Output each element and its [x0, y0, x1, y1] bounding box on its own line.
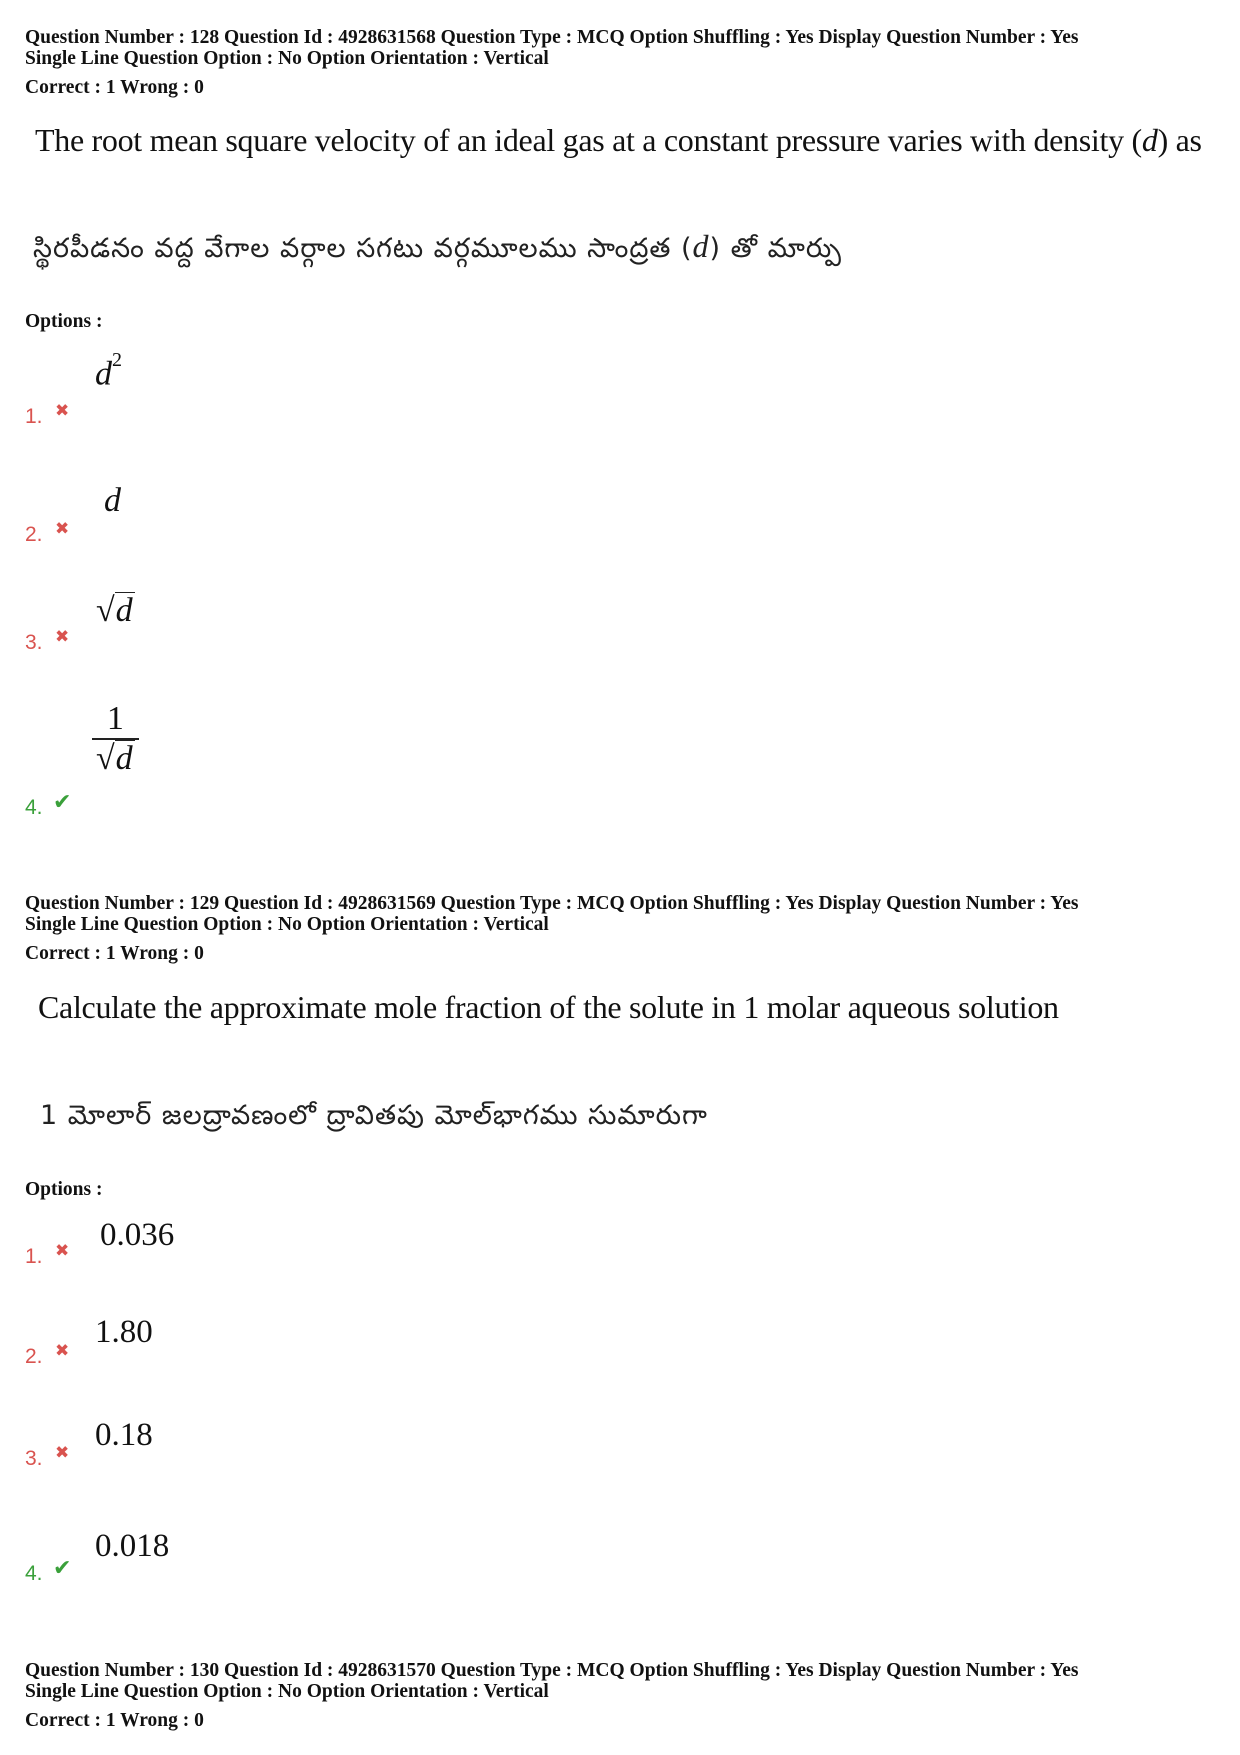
- q128-option-2-value: d: [104, 482, 121, 519]
- q129-option-2-wrong-icon: ✖: [55, 1341, 70, 1361]
- question-128-meta-line1: Question Number : 128 Question Id : 4928631568 Question Type : MCQ Option Shuffling : Yes Display Question Number : Yes: [25, 27, 1079, 48]
- q128-te-part-a: స్థిరపీడనం వద్ద వేగాల వర్గాల సగటు వర్గమూలము సాంద్రత (: [33, 233, 693, 264]
- question-128-meta-line2: Single Line Question Option : No Option Orientation : Vertical: [25, 48, 549, 69]
- q129-option-4-number: 4.: [25, 1562, 43, 1585]
- question-128-options-label: Options :: [25, 311, 103, 332]
- q128-option-2-wrong-icon: ✖: [55, 519, 70, 539]
- q128-option-1-wrong-icon: ✖: [55, 401, 70, 421]
- q129-option-2-number: 2.: [25, 1345, 43, 1368]
- q128-opt1-exponent: 2: [112, 349, 122, 371]
- q128-opt4-numerator: 1: [92, 700, 139, 740]
- question-130-meta-line2: Single Line Question Option : No Option Orientation : Vertical: [25, 1681, 549, 1702]
- q128-option-2-number: 2.: [25, 523, 43, 546]
- q128-option-4-number: 4.: [25, 796, 43, 819]
- q128-option-1-value: [95, 349, 122, 393]
- question-129-meta-line1: Question Number : 129 Question Id : 4928631569 Question Type : MCQ Option Shuffling : Yes Display Question Number : Yes: [25, 893, 1079, 914]
- question-129-text-english: Calculate the approximate mole fraction of the solute in 1 molar aqueous solution: [38, 989, 1059, 1025]
- q128-opt3-radicand: d: [115, 592, 133, 629]
- q128-text-part-a: The root mean square velocity of an ideal gas at a constant pressure varies with density (: [35, 122, 1142, 158]
- question-130-meta-line1: Question Number : 130 Question Id : 4928631570 Question Type : MCQ Option Shuffling : Yes Display Question Number : Yes: [25, 1660, 1079, 1681]
- question-129-meta-line2: Single Line Question Option : No Option Orientation : Vertical: [25, 914, 549, 935]
- q128-option-1-number: 1.: [25, 405, 43, 428]
- q129-option-3-value: 0.18: [95, 1417, 153, 1453]
- q129-option-4-correct-icon: ✔: [53, 1556, 72, 1581]
- q128-opt3-radical-sign: √: [96, 592, 115, 629]
- q129-option-1-number: 1.: [25, 1245, 43, 1268]
- q129-option-1-value: 0.036: [100, 1217, 175, 1253]
- q128-opt4-radicand: d: [115, 740, 133, 777]
- q128-opt1-base: d: [95, 355, 112, 393]
- question-128-text-english: [35, 122, 1202, 159]
- q129-option-1-wrong-icon: ✖: [55, 1241, 70, 1261]
- q128-opt4-radical-sign: √: [96, 740, 115, 777]
- q128-te-part-b: ) తో మార్పు: [709, 233, 842, 264]
- q129-option-3-wrong-icon: ✖: [55, 1443, 70, 1463]
- q128-text-part-b: ) as: [1157, 122, 1202, 158]
- q128-option-4-correct-icon: ✔: [53, 790, 72, 815]
- q128-te-var-d: d: [692, 228, 710, 264]
- question-128-text-telugu: [33, 228, 842, 271]
- q128-option-4-value: [96, 700, 135, 778]
- q128-option-3-value: [96, 592, 135, 630]
- question-128-score: Correct : 1 Wrong : 0: [25, 77, 204, 98]
- question-130-score: Correct : 1 Wrong : 0: [25, 1710, 204, 1731]
- question-129-options-label: Options :: [25, 1179, 103, 1200]
- q128-option-3-number: 3.: [25, 631, 43, 654]
- question-129-text-telugu: 1 మోలార్ జలద్రావణంలో ద్రావితపు మోల్‌భాగము సుమారుగా: [40, 1100, 708, 1131]
- question-129-score: Correct : 1 Wrong : 0: [25, 943, 204, 964]
- q129-option-2-value: 1.80: [95, 1314, 153, 1350]
- q128-var-d: d: [1141, 122, 1158, 158]
- q128-option-3-wrong-icon: ✖: [55, 627, 70, 647]
- q129-option-4-value: 0.018: [95, 1528, 170, 1564]
- q129-option-3-number: 3.: [25, 1447, 43, 1470]
